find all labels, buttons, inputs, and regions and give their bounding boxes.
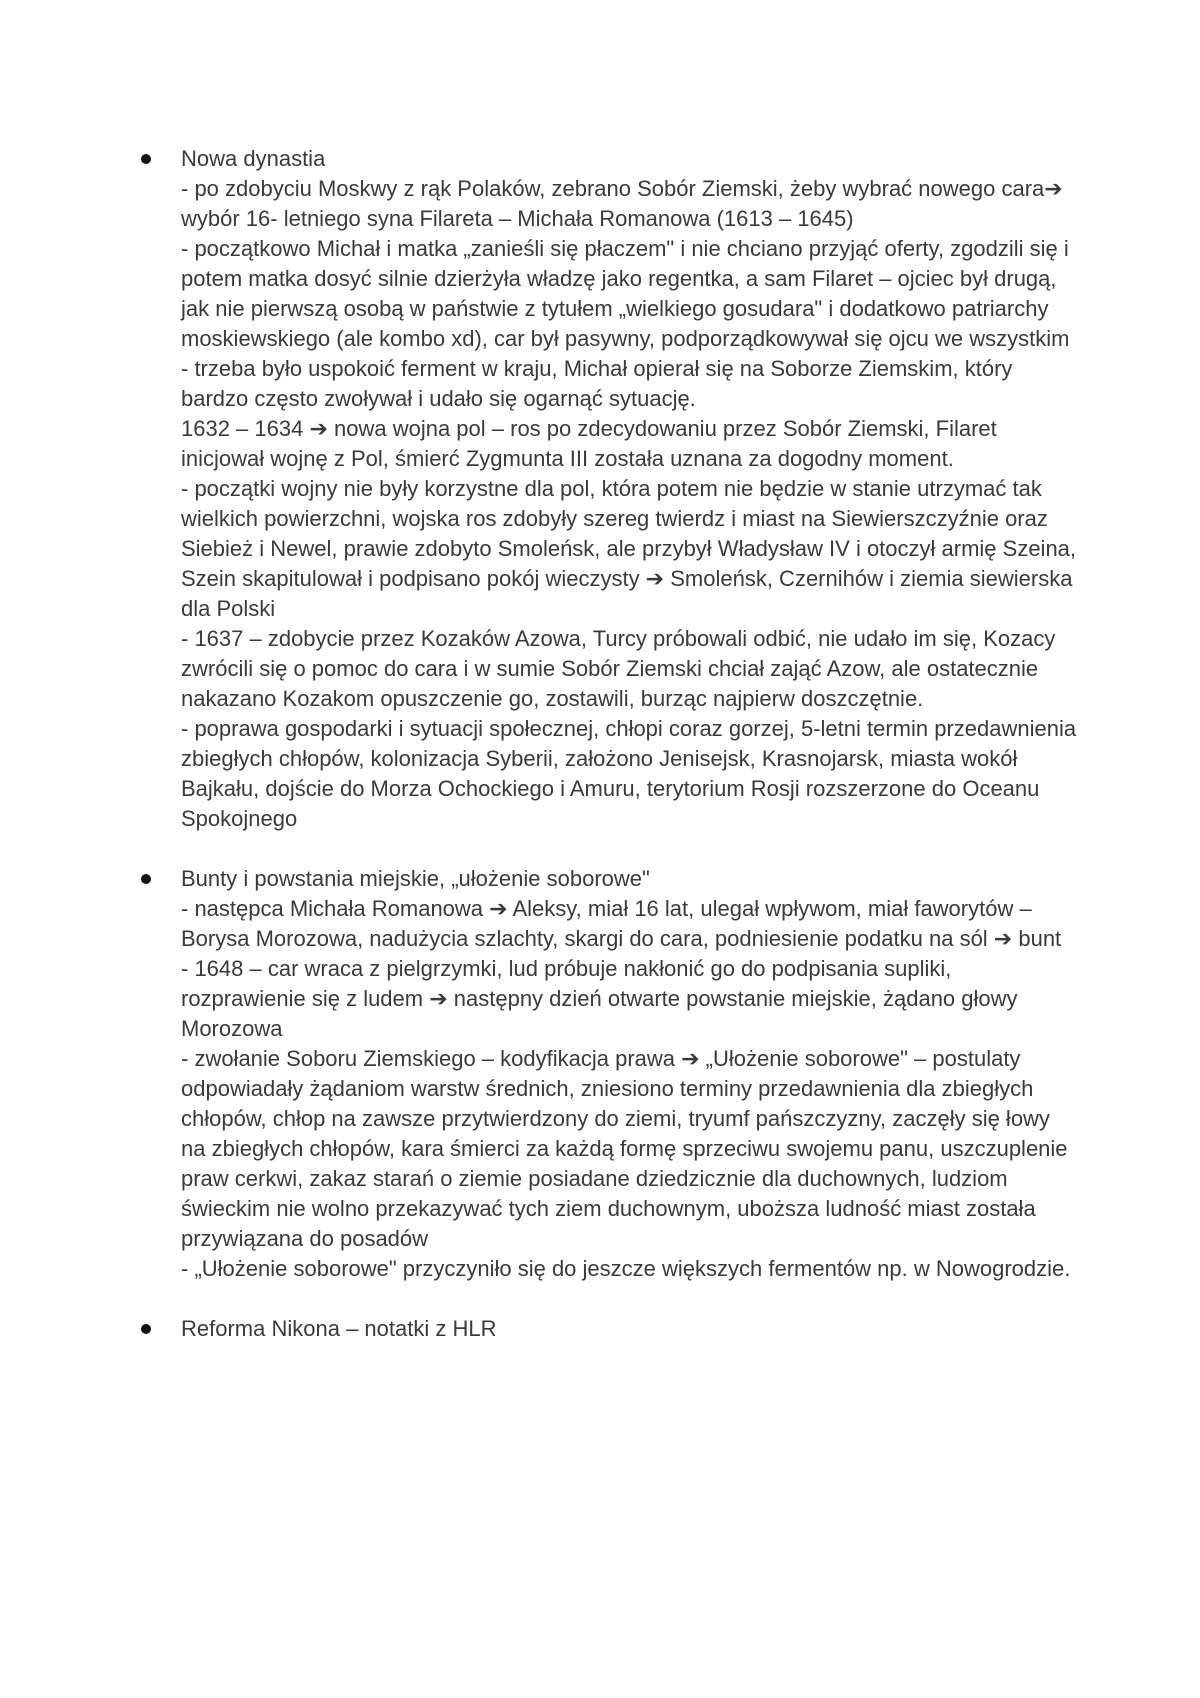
section-reforma-nikona — [140, 1314, 1080, 1344]
section-title: Bunty i powstania miejskie, „ułożenie soborowe" — [181, 866, 650, 891]
bullet-icon — [141, 1324, 151, 1334]
bullet-icon — [141, 154, 151, 164]
paragraph: - trzeba było uspokoić ferment w kraju, Michał opierał się na Soborze Ziemskim, który bardzo często zwoływał i udało się ogarnąć sytuację. — [181, 356, 1013, 411]
section-nowa-dynastia — [140, 144, 1080, 834]
bullet-list — [140, 144, 1080, 1344]
paragraph: - „Ułożenie soborowe" przyczyniło się do jeszcze większych fermentów np. w Nowogrodzie. — [181, 1256, 1071, 1281]
paragraph: - poprawa gospodarki i sytuacji społecznej, chłopi coraz gorzej, 5-letni termin przedawnienia zbiegłych chłopów, kolonizacja Syberii, założono Jenisejsk, Krasnojarsk, miasta wokół Bajkału, dojście do Morza Ochockiego i Amuru, terytorium Rosji rozszerzone do Oceanu Spokojnego — [181, 716, 1077, 831]
section-bunty — [140, 864, 1080, 1284]
section-title: Reforma Nikona – notatki z HLR — [181, 1316, 497, 1341]
paragraph: - 1648 – car wraca z pielgrzymki, lud próbuje nakłonić go do podpisania supliki, rozprawienie się z ludem ➔ następny dzień otwarte powstanie miejskie, żądano głowy Morozowa — [181, 956, 1018, 1041]
paragraph: - początki wojny nie były korzystne dla pol, która potem nie będzie w stanie utrzymać tak wielkich powierzchni, wojska ros zdobyły szereg twierdz i miast na Siewierszczyźnie oraz Siebież i Newel, prawie zdobyto Smoleńsk, ale przybył Władysław IV i otoczył armię Szeina, Szein skapitulował i podpisano pokój wieczysty ➔ Smoleńsk, Czernihów i ziemia siewierska dla Polski — [181, 476, 1077, 621]
paragraph: - po zdobyciu Moskwy z rąk Polaków, zebrano Sobór Ziemski, żeby wybrać nowego cara➔ wybór 16- letniego syna Filareta – Michała Romanowa (1613 – 1645) — [181, 176, 1063, 231]
bullet-icon — [141, 874, 151, 884]
paragraph: - zwołanie Soboru Ziemskiego – kodyfikacja prawa ➔ „Ułożenie soborowe" – postulaty odpowiadały żądaniom warstw średnich, zniesiono terminy przedawnienia dla zbiegłych chłopów, chłop na zawsze przytwierdzony do ziemi, tryumf pańszczyzny, zaczęły się łowy na zbiegłych chłopów, kara śmierci za każdą formę sprzeciwu swojemu panu, uszczuplenie praw cerkwi, zakaz starań o ziemie posiadane dziedzicznie dla duchownych, ludziom świeckim nie wolno przekazywać tych ziem duchownym, uboższa ludność miast została przywiązana do posadów — [181, 1046, 1068, 1251]
paragraph: 1632 – 1634 ➔ nowa wojna pol – ros po zdecydowaniu przez Sobór Ziemski, Filaret inicjował wojnę z Pol, śmierć Zygmunta III została uznana za dogodny moment. — [181, 416, 997, 471]
paragraph: - następca Michała Romanowa ➔ Aleksy, miał 16 lat, ulegał wpływom, miał faworytów – Borysa Morozowa, nadużycia szlachty, skargi do cara, podniesienie podatku na sól ➔ bunt — [181, 896, 1062, 951]
paragraph: - początkowo Michał i matka „zanieśli się płaczem" i nie chciano przyjąć oferty, zgodzili się i potem matka dosyć silnie dzierżyła władzę jako regentka, a sam Filaret – ojciec był drugą, jak nie pierwszą osobą w państwie z tytułem „wielkiego gosudara" i dodatkowo patriarchy moskiewskiego (ale kombo xd), car był pasywny, podporządkowywał się ojcu we wszystkim — [181, 236, 1070, 351]
paragraph: - 1637 – zdobycie przez Kozaków Azowa, Turcy próbowali odbić, nie udało im się, Kozacy zwrócili się o pomoc do cara i w sumie Sobór Ziemski chciał zająć Azow, ale ostatecznie nakazano Kozakom opuszczenie go, zostawili, burząc najpierw doszczętnie. — [181, 626, 1056, 711]
section-title: Nowa dynastia — [181, 146, 326, 171]
